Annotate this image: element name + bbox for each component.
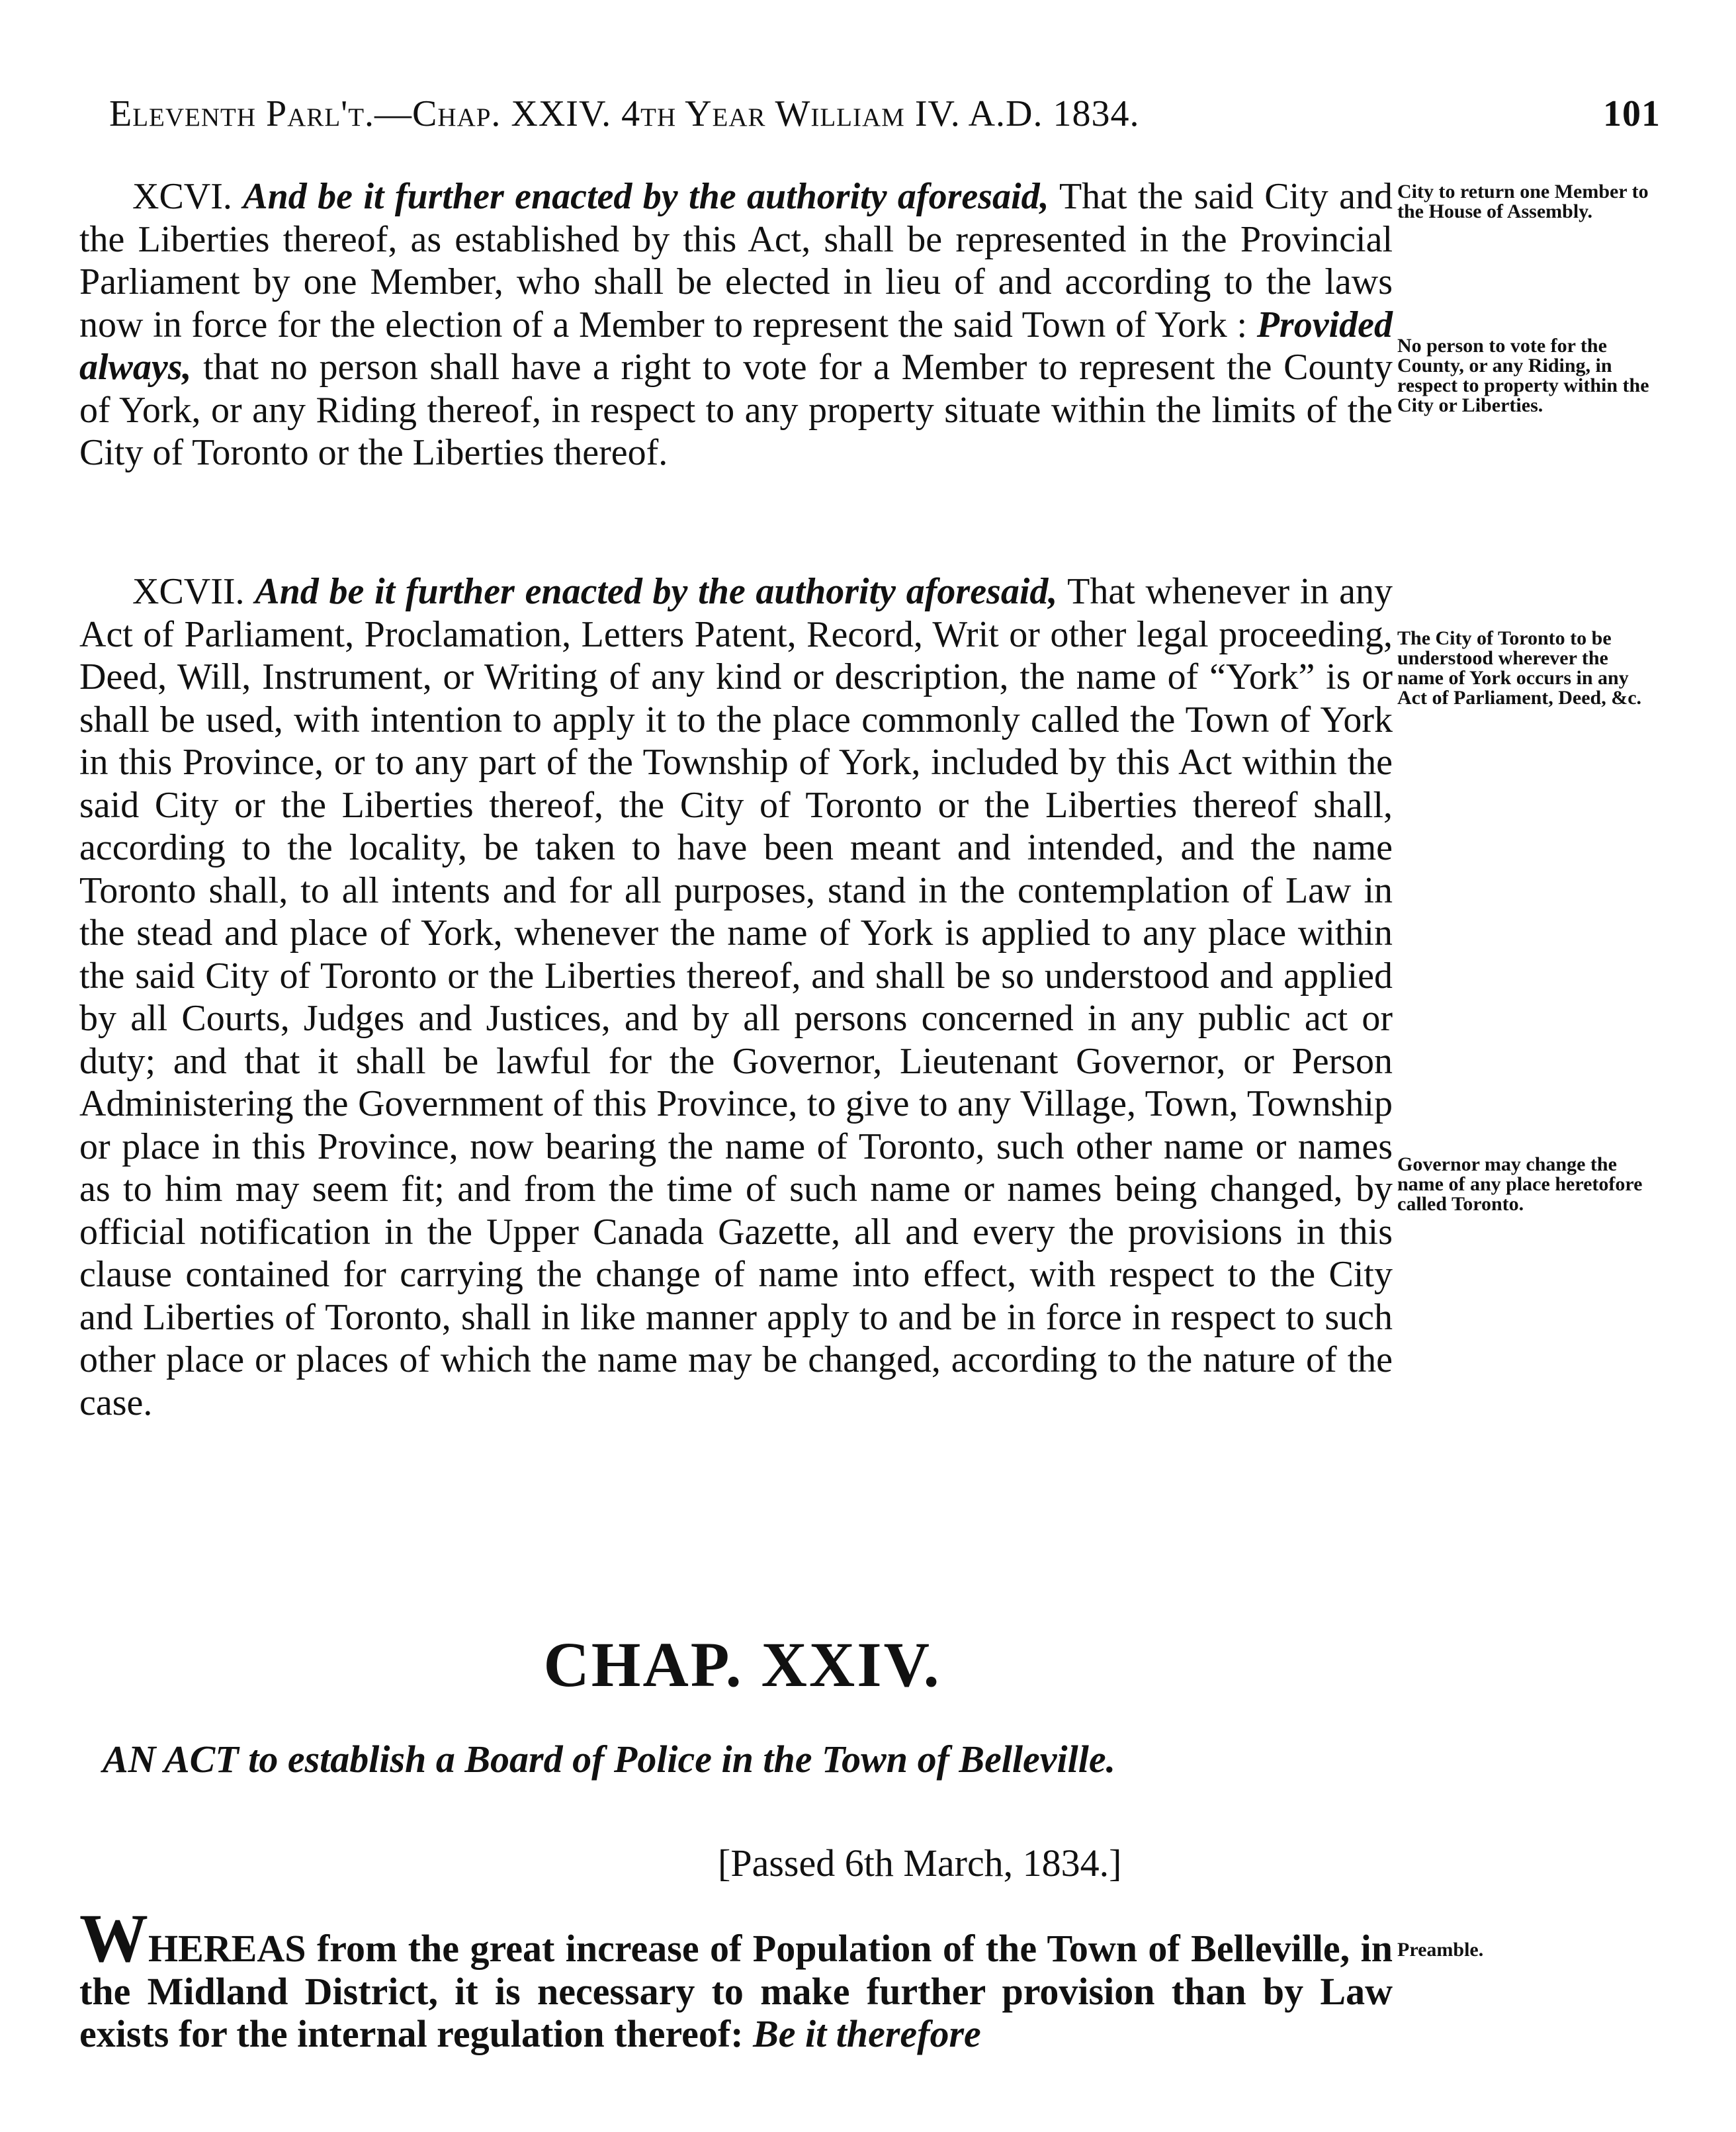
margin-note-no-vote: No person to vote for the County, or any Riding, in respect to property within the City or Liberties. (1397, 335, 1649, 416)
section-97 (79, 570, 1393, 1424)
section-97-paragraph (79, 570, 1393, 1424)
section-97-number: XCVII. (132, 571, 245, 612)
margin-note-city-member: City to return one Member to the House of Assembly. (1397, 181, 1649, 222)
section-96 (79, 175, 1393, 474)
preamble-paragraph (79, 1900, 1393, 2056)
section-97-text: That whenever in any Act of Parliament, Proclamation, Letters Patent, Record, Writ or other legal proceeding, Deed, Will, Instrument, or Writing of any kind or description, the name of “York” is or shall be used, with intention to apply it to the place commonly called the Town of York in this Province, or to any part of the Township of York, included by this Act within the said City or the Liberties thereof, the City of Toronto or the Liberties thereof shall, according to the locality, be taken to have been meant and intended, and the name Toronto shall, to all intents and for all purposes, stand in the contemplation of Law in the stead and place of York, whenever the name of York is applied to any place within the said City of Toronto or the Liberties thereof, and shall be so understood and applied by all Courts, Judges and Justices, and by all persons concerned in any public act or duty; and that it shall be lawful for the Governor, Lieutenant Governor, or Person Administering the Government of this Province, to give to any Village, Town, Township or place in this Province, now bearing the name of Toronto, such other name or names as to him may seem fit; and from the time of such name or names being changed, by official notification in the Upper Canada Gazette, all and every the provisions in this clause contained for carrying the change of name into effect, with respect to the City and Liberties of Toronto, shall in like manner apply to and be in force in respect to such other place or places of which the name may be changed, according to the nature of the case. (79, 571, 1393, 1423)
preamble-closing: Be it therefore (753, 2012, 981, 2055)
running-title: Eleventh Parl't.—Chap. XXIV. 4th Year William IV. A.D. 1834. (109, 93, 1140, 134)
margin-note-preamble: Preamble. (1397, 1939, 1484, 1961)
margin-note-governor-change: Governor may change the name of any place heretofore called Toronto. (1397, 1153, 1643, 1215)
chapter-title: CHAP. XXIV. (543, 1629, 941, 1700)
section-96-number: XCVI. (132, 176, 232, 217)
preamble-text: HEREAS from the great increase of Population of the Town of Belleville, in the Midland District, it is necessary to make further provision than by Law exists for the internal regulation thereof: (79, 1927, 1393, 2055)
section-96-proviso: Provided always, (79, 304, 1393, 388)
section-96-enacting-formula: And be it further enacted by the authority aforesaid, (243, 176, 1049, 217)
passed-date: [Passed 6th March, 1834.] (718, 1842, 1122, 1885)
page-header (109, 93, 1661, 146)
section-96-paragraph (79, 175, 1393, 474)
section-97-enacting-formula: And be it further enacted by the authority aforesaid, (255, 571, 1058, 612)
act-title: AN ACT to establish a Board of Police in the Town of Belleville. (103, 1738, 1116, 1781)
section-96-text-b: that no person shall have a right to vote for a Member to represent the County of York, or any Riding thereof, in respect to any property situate within the limits of the City of Toronto or the Liberties thereof. (79, 347, 1393, 473)
margin-note-toronto-understood: The City of Toronto to be understood wherever the name of York occurs in any Act of Parliament, Deed, &c. (1397, 627, 1642, 709)
page-number: 101 (1603, 93, 1661, 134)
section-96-text-a: That the said City and the Liberties thereof, as established by this Act, shall be represented in the Provincial Parliament by one Member, who shall be elected in lieu of and according to the laws now in force for the election of a Member to represent the said Town of York : (79, 176, 1393, 345)
drop-cap: W (79, 1900, 148, 1977)
